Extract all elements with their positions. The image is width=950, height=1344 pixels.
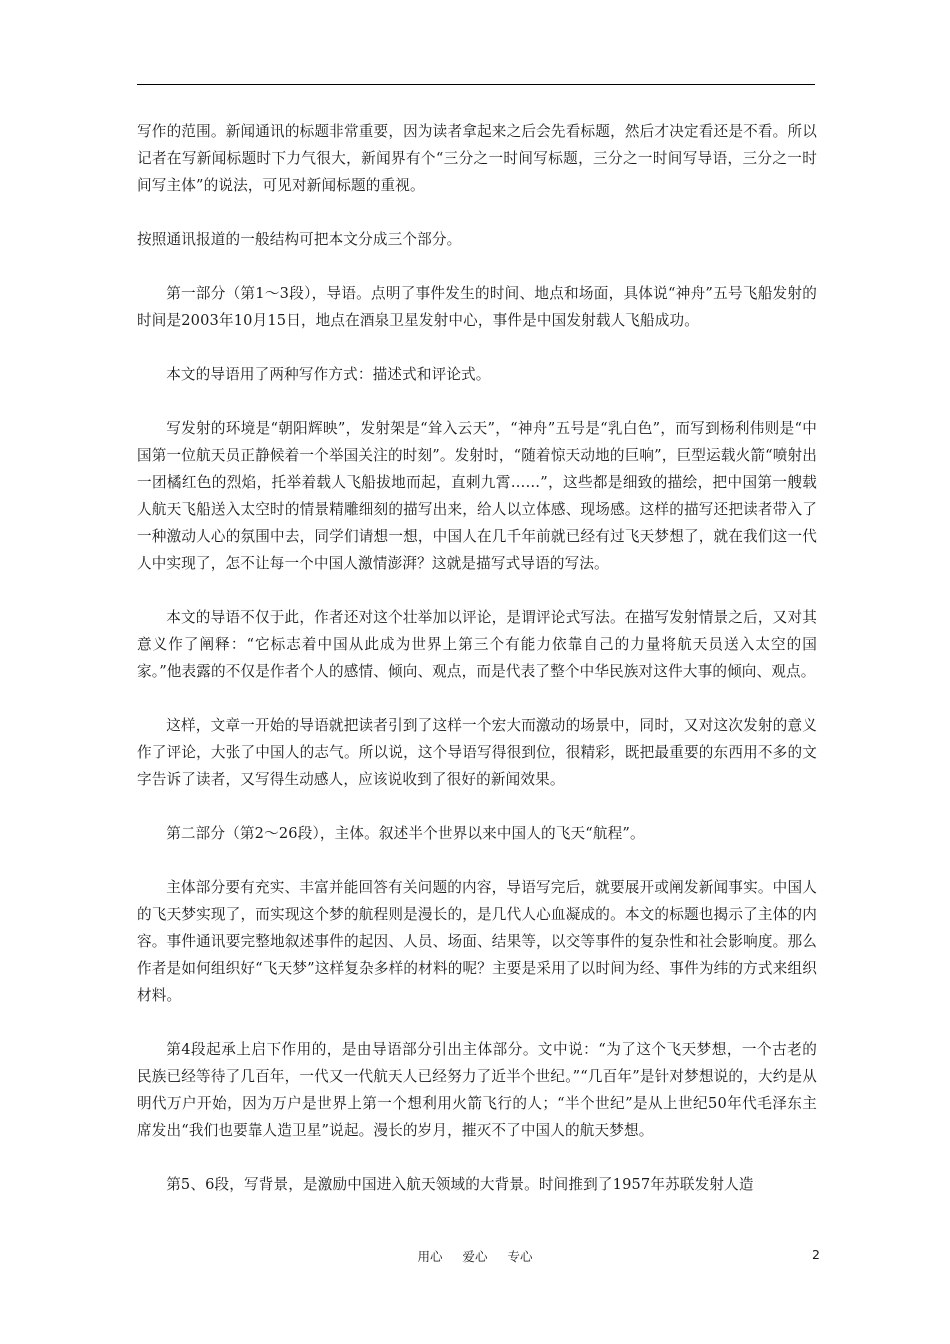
paragraph-11: 第5、6段，写背景，是激励中国进入航天领域的大背景。时间推到了1957年苏联发射人造 (166, 1176, 754, 1193)
paragraph-3: 第一部分（第1～3段），导语。点明了事件发生的时间、地点和场面，具体说“神舟”五号飞船发射的时间是2003年10月15日，地点在酒泉卫星发射中心，事件是中国发射载人飞船成功。 (137, 285, 817, 329)
paragraph-2: 按照通讯报道的一般结构可把本文分成三个部分。 (137, 231, 462, 248)
paragraph-10: 第4段起承上启下作用的，是由导语部分引出主体部分。文中说：“为了这个飞天梦想，一个古老的民族已经等待了几百年，一代又一代航天人已经努力了近半个世纪。”“几百年”是针对梦想说的，大约是从明代万户开始，因为万户是世界上第一个想利用火箭飞行的人；“半个世纪”是从上世纪50年代毛泽东主席发出“我们也要靠人造卫星”说起。漫长的岁月，摧灭不了中国人的航天梦想。 (137, 1041, 817, 1139)
paragraph-6: 本文的导语不仅于此，作者还对这个壮举加以评论，是谓评论式写法。在描写发射情景之后，又对其意义作了阐释：“它标志着中国从此成为世界上第三个有能力依靠自己的力量将航天员送入太空的国家。”他表露的不仅是作者个人的感情、倾向、观点，而是代表了整个中华民族对这件大事的倾向、观点。 (137, 609, 817, 680)
paragraph-1: 写作的范围。新闻通讯的标题非常重要，因为读者拿起来之后会先看标题，然后才决定看还是不看。所以记者在写新闻标题时下力气很大，新闻界有个“三分之一时间写标题，三分之一时间写导语，三分之一时间写主体”的说法，可见对新闻标题的重视。 (137, 123, 817, 194)
page-number: 2 (812, 1247, 820, 1262)
footer-motto: 用心 爱心 专心 (417, 1249, 533, 1264)
header-rule (137, 84, 815, 85)
paragraph-4: 本文的导语用了两种写作方式：描述式和评论式。 (166, 366, 491, 383)
paragraph-8: 第二部分（第2～26段），主体。叙述半个世界以来中国人的飞天“航程”。 (166, 825, 645, 842)
paragraph-5: 写发射的环境是“朝阳辉映”，发射架是“耸入云天”，“神舟”五号是“乳白色”，而写到杨利伟则是“中国第一位航天员正静候着一个举国关注的时刻”。发射时，“随着惊天动地的巨响”，巨型运载火箭“喷射出一团橘红色的烈焰，托举着载人飞船拔地而起，直刺九霄……”，这些都是细致的描绘，把中国第一艘载人航天飞船送入太空时的情景精雕细刻的描写出来，给人以立体感、现场感。这样的描写还把读者带入了一种激动人心的氛围中去，同学们请想一想，中国人在几千年前就已经有过飞天梦想了，就在我们这一代人中实现了，怎不让每一个中国人激情澎湃？这就是描写式导语的写法。 (137, 420, 817, 572)
paragraph-9: 主体部分要有充实、丰富并能回答有关问题的内容，导语写完后，就要展开或阐发新闻事实。中国人的飞天梦实现了，而实现这个梦的航程则是漫长的，是几代人心血凝成的。本文的标题也揭示了主体的内容。事件通讯要完整地叙述事件的起因、人员、场面、结果等，以交等事件的复杂性和社会影响度。那么作者是如何组织好“飞天梦”这样复杂多样的材料的呢？主要是采用了以时间为经、事件为纬的方式来组织材料。 (137, 879, 817, 1004)
paragraph-7: 这样，文章一开始的导语就把读者引到了这样一个宏大而激动的场景中，同时，又对这次发射的意义作了评论，大张了中国人的志气。所以说，这个导语写得很到位，很精彩，既把最重要的东西用不多的文字告诉了读者，又写得生动感人，应该说收到了很好的新闻效果。 (137, 717, 817, 788)
document-body (137, 118, 817, 1198)
